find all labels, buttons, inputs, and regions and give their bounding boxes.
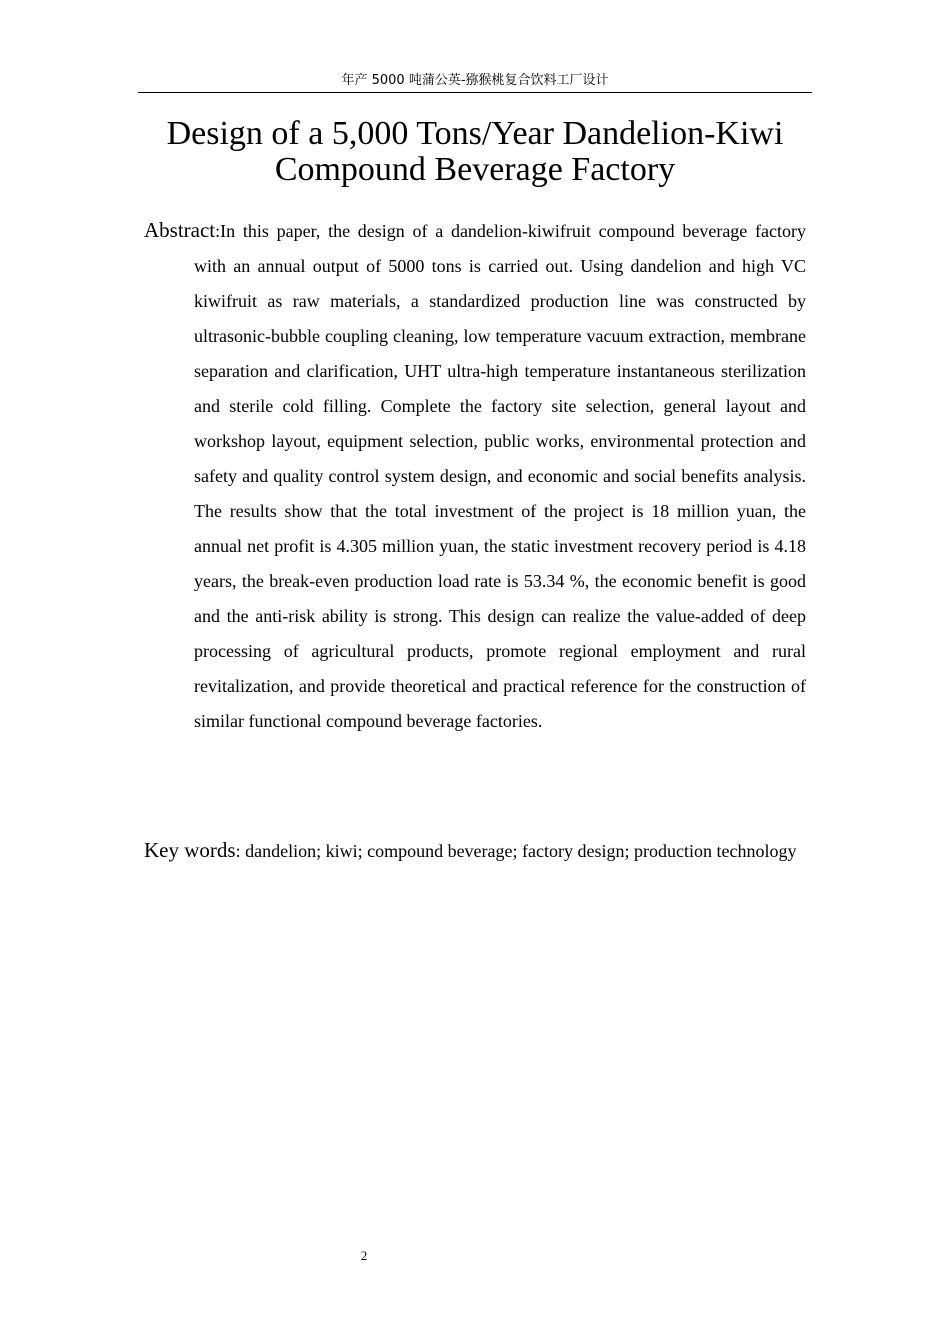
title-line-1: Design of a 5,000 Tons/Year Dandelion-Kiwi	[166, 115, 784, 152]
abstract-paragraph	[144, 213, 806, 739]
keywords-text: dandelion; kiwi; compound beverage; factory design; production technology	[240, 841, 797, 861]
title-line-2: Compound Beverage Factory	[274, 151, 676, 188]
abstract-section	[144, 213, 806, 739]
keywords-section	[144, 833, 806, 869]
keywords-separator: :	[235, 841, 241, 861]
page-number: 2	[360, 1248, 368, 1263]
abstract-separator: :	[215, 221, 221, 241]
abstract-text: In this paper, the design of a dandelion-kiwifruit compound beverage factory with an annual output of 5000 tons is carried out. Using dandelion and high VC kiwifruit as raw materials, a standardized production line was constructed by ultrasonic-bubble coupling cleaning, low temperature vacuum extraction, membrane separation and clarification, UHT ultra-high temperature instantaneous sterilization and sterile cold filling. Complete the factory site selection, general layout and workshop layout, equipment selection, public works, environmental protection and safety and quality control system design, and economic and social benefits analysis. The results show that the total investment of the project is 18 million yuan, the annual net profit is 4.305 million yuan, the static investment recovery period is 4.18 years, the break-even production load rate is 53.34 %, the economic benefit is good and the anti-risk ability is strong. This design can realize the value-added of deep processing of agricultural products, promote regional employment and rural revitalization, and provide theoretical and practical reference for the construction of similar functional compound beverage factories.	[194, 221, 806, 731]
abstract-label: Abstract	[144, 218, 216, 242]
running-header	[138, 72, 812, 93]
keywords-paragraph	[144, 833, 806, 869]
running-title: 年产 5000 吨蒲公英-猕猴桃复合饮料工厂设计	[341, 73, 609, 88]
paper-title	[140, 116, 810, 188]
keywords-label: Key words	[144, 838, 236, 862]
